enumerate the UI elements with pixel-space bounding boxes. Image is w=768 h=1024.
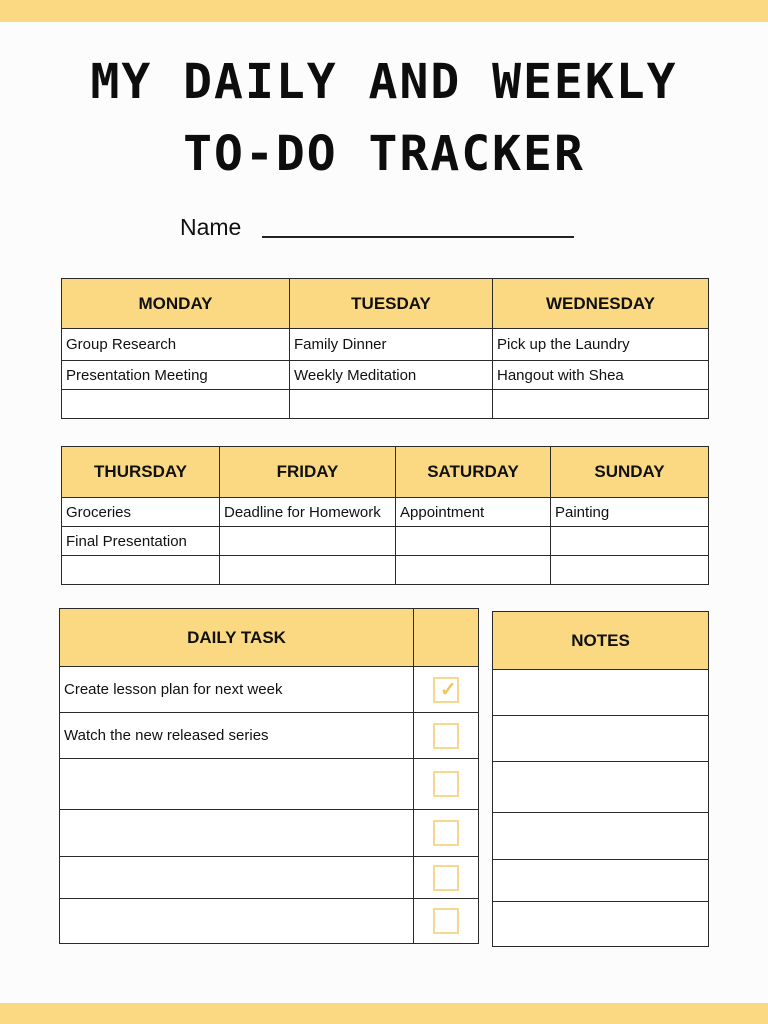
task-text[interactable]: Watch the new released series xyxy=(60,713,414,759)
notes-table xyxy=(492,611,709,947)
task-checkbox-checked[interactable] xyxy=(433,677,459,703)
page-title-line-1: MY DAILY AND WEEKLY xyxy=(90,54,678,110)
notes-row[interactable] xyxy=(493,762,709,813)
table-cell[interactable]: Deadline for Homework xyxy=(220,498,396,527)
header-daily-task: DAILY TASK xyxy=(60,609,414,667)
top-accent-band xyxy=(0,0,768,22)
table-cell[interactable] xyxy=(396,556,551,585)
table-cell[interactable]: Presentation Meeting xyxy=(62,361,290,390)
table-cell[interactable] xyxy=(220,527,396,556)
notes-row[interactable] xyxy=(493,813,709,860)
header-tuesday: TUESDAY xyxy=(290,279,493,329)
daily-task-table xyxy=(59,608,479,944)
task-text[interactable] xyxy=(60,810,414,857)
notes-row[interactable] xyxy=(493,716,709,762)
table-cell[interactable]: Group Research xyxy=(62,329,290,361)
bottom-accent-band xyxy=(0,1003,768,1024)
header-check-column xyxy=(414,609,479,667)
name-label: Name xyxy=(180,214,242,240)
table-cell[interactable] xyxy=(62,556,220,585)
weekdays-table-mon-wed xyxy=(61,278,709,419)
table-cell[interactable]: Hangout with Shea xyxy=(493,361,709,390)
check-icon: ✓ xyxy=(440,678,457,701)
task-text[interactable] xyxy=(60,759,414,810)
table-cell[interactable] xyxy=(62,390,290,419)
table-cell[interactable]: Appointment xyxy=(396,498,551,527)
notes-row[interactable] xyxy=(493,902,709,947)
notes-row[interactable] xyxy=(493,670,709,716)
table-cell[interactable] xyxy=(551,556,709,585)
header-monday: MONDAY xyxy=(62,279,290,329)
task-checkbox[interactable] xyxy=(433,820,459,846)
header-sunday: SUNDAY xyxy=(551,447,709,498)
table-cell[interactable]: Pick up the Laundry xyxy=(493,329,709,361)
header-wednesday: WEDNESDAY xyxy=(493,279,709,329)
task-text[interactable]: Create lesson plan for next week xyxy=(60,667,414,713)
header-saturday: SATURDAY xyxy=(396,447,551,498)
task-text[interactable] xyxy=(60,857,414,899)
weekdays-table-thu-sun xyxy=(61,446,709,585)
table-cell[interactable] xyxy=(493,390,709,419)
table-cell[interactable] xyxy=(551,527,709,556)
table-cell[interactable]: Final Presentation xyxy=(62,527,220,556)
table-cell[interactable] xyxy=(396,527,551,556)
name-field-line[interactable] xyxy=(262,236,574,238)
table-cell[interactable] xyxy=(290,390,493,419)
task-text[interactable] xyxy=(60,899,414,944)
task-checkbox[interactable] xyxy=(433,771,459,797)
table-cell[interactable]: Family Dinner xyxy=(290,329,493,361)
notes-row[interactable] xyxy=(493,860,709,902)
task-checkbox[interactable] xyxy=(433,723,459,749)
task-checkbox[interactable] xyxy=(433,908,459,934)
table-cell[interactable]: Groceries xyxy=(62,498,220,527)
table-cell[interactable] xyxy=(220,556,396,585)
table-cell[interactable]: Weekly Meditation xyxy=(290,361,493,390)
table-cell[interactable]: Painting xyxy=(551,498,709,527)
header-friday: FRIDAY xyxy=(220,447,396,498)
task-checkbox[interactable] xyxy=(433,865,459,891)
page-title-line-2: TO-DO TRACKER xyxy=(183,126,585,182)
header-notes: NOTES xyxy=(493,612,709,670)
header-thursday: THURSDAY xyxy=(62,447,220,498)
